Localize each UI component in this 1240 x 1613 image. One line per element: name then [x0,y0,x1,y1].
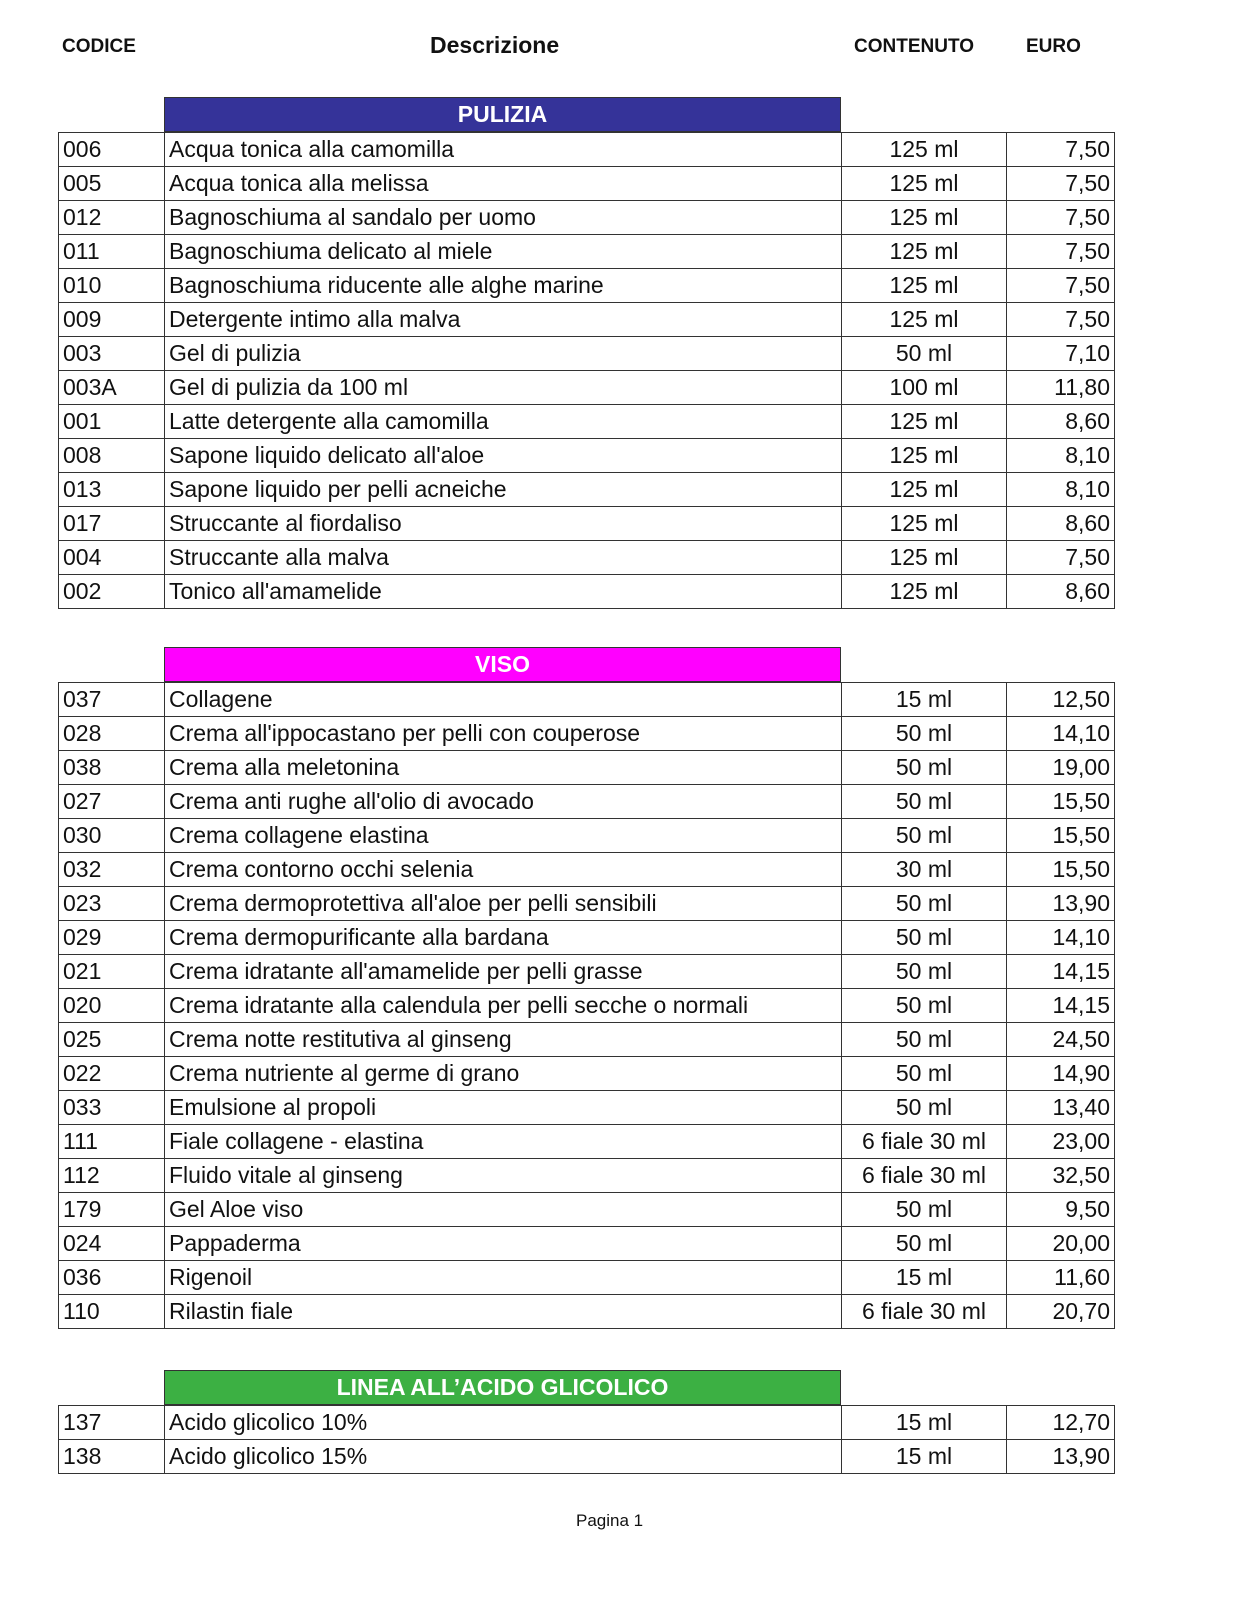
product-description: Crema collagene elastina [165,819,842,853]
section-viso [58,647,1114,1329]
table-row [59,507,1115,541]
table-row [59,405,1115,439]
product-description: Crema dermopurificante alla bardana [165,921,842,955]
product-description: Crema notte restitutiva al ginseng [165,1023,842,1057]
section-title-acido-glicolico: LINEA ALL’ACIDO GLICOLICO [164,1370,841,1405]
table-row [59,887,1115,921]
table-row [59,371,1115,405]
product-content: 50 ml [842,1091,1007,1125]
product-price: 9,50 [1007,1193,1115,1227]
product-code: 006 [59,133,165,167]
product-description: Crema alla meletonina [165,751,842,785]
product-price: 7,50 [1007,303,1115,337]
product-code: 021 [59,955,165,989]
column-header-codice: CODICE [62,36,136,57]
table-row [59,1193,1115,1227]
product-price: 7,10 [1007,337,1115,371]
product-code: 001 [59,405,165,439]
product-description: Gel Aloe viso [165,1193,842,1227]
product-price: 8,60 [1007,575,1115,609]
product-content: 50 ml [842,1057,1007,1091]
product-content: 15 ml [842,683,1007,717]
product-price: 19,00 [1007,751,1115,785]
product-description: Struccante alla malva [165,541,842,575]
section-title-pulizia: PULIZIA [164,97,841,132]
product-content: 50 ml [842,819,1007,853]
product-description: Collagene [165,683,842,717]
product-price: 14,90 [1007,1057,1115,1091]
table-row [59,473,1115,507]
product-content: 6 fiale 30 ml [842,1125,1007,1159]
product-code: 112 [59,1159,165,1193]
product-price: 11,80 [1007,371,1115,405]
product-code: 024 [59,1227,165,1261]
product-price: 8,10 [1007,439,1115,473]
product-price: 11,60 [1007,1261,1115,1295]
product-code: 036 [59,1261,165,1295]
product-code: 032 [59,853,165,887]
product-description: Crema dermoprotettiva all'aloe per pelli sensibili [165,887,842,921]
product-content: 50 ml [842,1227,1007,1261]
product-content: 125 ml [842,167,1007,201]
product-price: 14,15 [1007,989,1115,1023]
product-content: 125 ml [842,507,1007,541]
product-content: 15 ml [842,1440,1007,1474]
product-content: 50 ml [842,751,1007,785]
product-price: 24,50 [1007,1023,1115,1057]
table-pulizia [58,132,1115,609]
table-row [59,989,1115,1023]
product-code: 020 [59,989,165,1023]
product-price: 7,50 [1007,235,1115,269]
product-content: 125 ml [842,201,1007,235]
table-row [59,1091,1115,1125]
product-description: Crema idratante all'amamelide per pelli grasse [165,955,842,989]
product-price: 15,50 [1007,819,1115,853]
product-price: 7,50 [1007,201,1115,235]
table-row [59,785,1115,819]
product-code: 017 [59,507,165,541]
product-code: 003 [59,337,165,371]
product-code: 013 [59,473,165,507]
product-description: Fiale collagene - elastina [165,1125,842,1159]
product-code: 037 [59,683,165,717]
table-row [59,575,1115,609]
product-code: 038 [59,751,165,785]
product-description: Crema nutriente al germe di grano [165,1057,842,1091]
product-content: 125 ml [842,235,1007,269]
product-content: 50 ml [842,955,1007,989]
product-code: 011 [59,235,165,269]
table-row [59,269,1115,303]
product-description: Fluido vitale al ginseng [165,1159,842,1193]
product-price: 8,10 [1007,473,1115,507]
product-description: Bagnoschiuma al sandalo per uomo [165,201,842,235]
product-description: Crema all'ippocastano per pelli con couperose [165,717,842,751]
product-description: Gel di pulizia da 100 ml [165,371,842,405]
product-description: Rigenoil [165,1261,842,1295]
product-price: 7,50 [1007,133,1115,167]
product-code: 022 [59,1057,165,1091]
product-code: 025 [59,1023,165,1057]
product-content: 50 ml [842,785,1007,819]
product-price: 14,10 [1007,717,1115,751]
table-row [59,303,1115,337]
product-description: Tonico all'amamelide [165,575,842,609]
product-price: 13,40 [1007,1091,1115,1125]
product-price: 20,70 [1007,1295,1115,1329]
product-code: 138 [59,1440,165,1474]
table-row [59,337,1115,371]
product-description: Acido glicolico 10% [165,1406,842,1440]
product-content: 100 ml [842,371,1007,405]
table-row [59,235,1115,269]
product-content: 15 ml [842,1406,1007,1440]
table-row [59,167,1115,201]
product-description: Latte detergente alla camomilla [165,405,842,439]
product-description: Gel di pulizia [165,337,842,371]
product-description: Rilastin fiale [165,1295,842,1329]
product-description: Acqua tonica alla melissa [165,167,842,201]
product-description: Detergente intimo alla malva [165,303,842,337]
product-code: 111 [59,1125,165,1159]
product-description: Sapone liquido delicato all'aloe [165,439,842,473]
product-description: Pappaderma [165,1227,842,1261]
table-viso [58,682,1115,1329]
product-price: 12,70 [1007,1406,1115,1440]
product-content: 50 ml [842,989,1007,1023]
product-price: 8,60 [1007,507,1115,541]
product-content: 50 ml [842,887,1007,921]
table-row [59,201,1115,235]
product-code: 179 [59,1193,165,1227]
product-content: 15 ml [842,1261,1007,1295]
product-code: 003A [59,371,165,405]
column-header-contenuto: CONTENUTO [854,36,974,57]
product-price: 14,15 [1007,955,1115,989]
table-row [59,1057,1115,1091]
product-code: 002 [59,575,165,609]
product-price: 15,50 [1007,785,1115,819]
table-row [59,1440,1115,1474]
table-row [59,1159,1115,1193]
product-description: Acqua tonica alla camomilla [165,133,842,167]
product-description: Acido glicolico 15% [165,1440,842,1474]
product-content: 6 fiale 30 ml [842,1295,1007,1329]
table-row [59,717,1115,751]
product-content: 125 ml [842,541,1007,575]
product-code: 029 [59,921,165,955]
product-code: 028 [59,717,165,751]
product-price: 32,50 [1007,1159,1115,1193]
product-code: 023 [59,887,165,921]
product-code: 110 [59,1295,165,1329]
product-code: 012 [59,201,165,235]
product-description: Bagnoschiuma delicato al miele [165,235,842,269]
product-description: Emulsione al propoli [165,1091,842,1125]
product-description: Crema contorno occhi selenia [165,853,842,887]
product-content: 50 ml [842,337,1007,371]
product-content: 125 ml [842,303,1007,337]
product-content: 50 ml [842,717,1007,751]
product-code: 137 [59,1406,165,1440]
product-price: 20,00 [1007,1227,1115,1261]
product-code: 005 [59,167,165,201]
table-row [59,1023,1115,1057]
product-content: 125 ml [842,269,1007,303]
product-content: 125 ml [842,133,1007,167]
section-pulizia [58,97,1114,609]
product-price: 15,50 [1007,853,1115,887]
table-row [59,683,1115,717]
product-code: 004 [59,541,165,575]
table-acido-glicolico [58,1405,1115,1474]
product-description: Sapone liquido per pelli acneiche [165,473,842,507]
product-content: 50 ml [842,1193,1007,1227]
table-row [59,1125,1115,1159]
section-acido-glicolico [58,1370,1114,1474]
product-price: 13,90 [1007,887,1115,921]
product-content: 50 ml [842,1023,1007,1057]
table-row [59,133,1115,167]
table-row [59,1261,1115,1295]
product-description: Bagnoschiuma riducente alle alghe marine [165,269,842,303]
page-number: Pagina 1 [576,1511,644,1530]
product-price: 7,50 [1007,167,1115,201]
product-content: 30 ml [842,853,1007,887]
product-price: 14,10 [1007,921,1115,955]
product-description: Crema anti rughe all'olio di avocado [165,785,842,819]
product-content: 6 fiale 30 ml [842,1159,1007,1193]
product-price: 7,50 [1007,269,1115,303]
product-code: 030 [59,819,165,853]
product-description: Struccante al fiordaliso [165,507,842,541]
table-row [59,921,1115,955]
product-code: 008 [59,439,165,473]
product-code: 027 [59,785,165,819]
column-header-euro: EURO [1026,36,1081,57]
table-row [59,955,1115,989]
table-row [59,541,1115,575]
product-price: 8,60 [1007,405,1115,439]
table-row [59,1406,1115,1440]
product-price: 23,00 [1007,1125,1115,1159]
table-row [59,1227,1115,1261]
product-price: 7,50 [1007,541,1115,575]
product-price: 12,50 [1007,683,1115,717]
table-row [59,439,1115,473]
table-row [59,819,1115,853]
column-header-descrizione: Descrizione [430,32,560,58]
product-content: 125 ml [842,405,1007,439]
table-row [59,853,1115,887]
product-content: 125 ml [842,473,1007,507]
product-code: 033 [59,1091,165,1125]
product-content: 50 ml [842,921,1007,955]
table-row [59,751,1115,785]
product-code: 009 [59,303,165,337]
product-price: 13,90 [1007,1440,1115,1474]
product-code: 010 [59,269,165,303]
product-description: Crema idratante alla calendula per pelli secche o normali [165,989,842,1023]
product-content: 125 ml [842,439,1007,473]
table-row [59,1295,1115,1329]
product-content: 125 ml [842,575,1007,609]
section-title-viso: VISO [164,647,841,682]
